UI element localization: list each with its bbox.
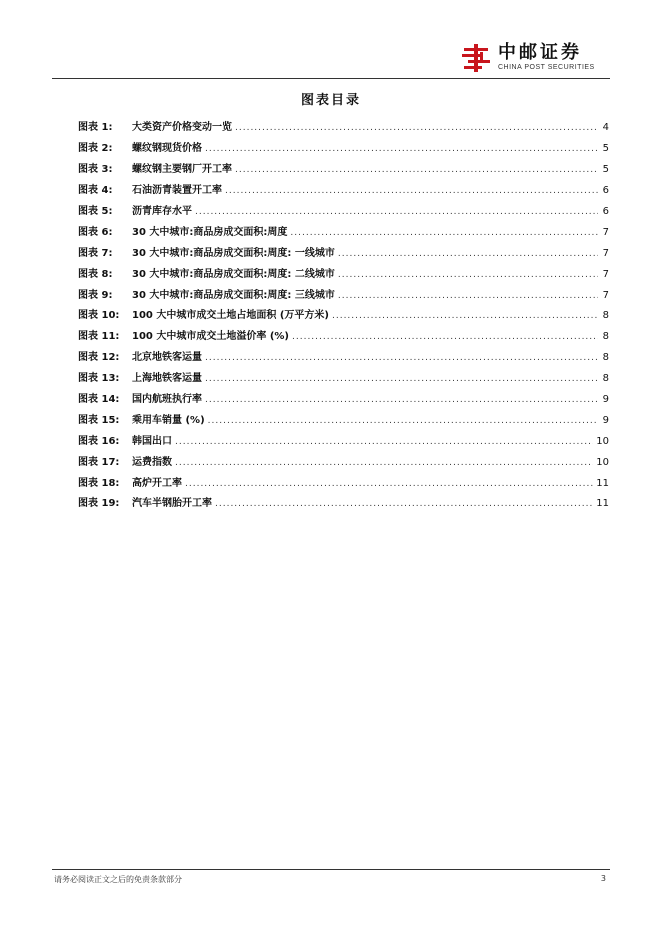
toc-leader-dots (235, 164, 598, 176)
toc-entry-page: 8 (602, 310, 609, 322)
toc-entry-page: 7 (602, 247, 609, 259)
footer-page-number: 3 (600, 874, 606, 883)
toc-entry-page: 11 (596, 498, 609, 510)
toc-entry-label: 图表 8: (78, 268, 113, 280)
toc-entry-title: 北京地铁客运量 (132, 352, 202, 364)
toc-leader-dots (235, 122, 598, 134)
toc-leader-dots (175, 436, 593, 448)
toc-entry-label: 图表 15: (78, 414, 120, 426)
toc-entry-title: 沥青库存水平 (132, 206, 192, 217)
toc-entry-title: 大类资产价格变动一览 (132, 122, 232, 134)
toc-entry-title: 30 大中城市:商品房成交面积:周度 (132, 226, 288, 238)
toc-entry[interactable] (78, 452, 609, 473)
toc-entry[interactable] (78, 306, 609, 327)
company-logo (460, 40, 610, 76)
toc-entry-label: 图表 13: (78, 373, 120, 385)
toc-entry-label: 图表 3: (78, 164, 113, 176)
brand-name-cn: 中邮证券 (498, 42, 582, 63)
toc-entry-title: 石油沥青装置开工率 (132, 185, 222, 197)
toc-entry[interactable] (78, 139, 609, 160)
header-divider (52, 78, 610, 79)
toc-entry[interactable] (78, 202, 609, 223)
toc-entry-label: 图表 5: (78, 206, 113, 217)
toc-leader-dots (338, 290, 598, 302)
toc-entry-page: 9 (602, 394, 609, 406)
toc-entry[interactable] (78, 264, 609, 285)
toc-leader-dots (205, 143, 598, 155)
toc-leader-dots (338, 269, 598, 281)
toc-entry-page: 8 (602, 373, 609, 385)
toc-entry-page: 6 (602, 206, 609, 217)
toc-entry-label: 图表 17: (78, 456, 120, 468)
toc-entry[interactable] (78, 410, 609, 431)
toc-entry-page: 7 (602, 226, 609, 238)
toc-leader-dots (290, 227, 598, 239)
toc-leader-dots (195, 206, 598, 218)
page-title: 图表目录 (300, 93, 361, 108)
toc-entry-title: 乘用车销量 (%) (132, 414, 205, 426)
table-of-figures (78, 118, 609, 515)
toc-leader-dots (332, 310, 598, 322)
toc-entry-label: 图表 4: (78, 185, 113, 197)
toc-entry-label: 图表 2: (78, 143, 113, 155)
toc-entry[interactable] (78, 390, 609, 411)
toc-entry[interactable] (78, 473, 609, 494)
toc-entry[interactable] (78, 222, 609, 243)
toc-entry-page: 7 (602, 289, 609, 301)
toc-entry[interactable] (78, 494, 609, 515)
toc-entry[interactable] (78, 160, 609, 181)
toc-leader-dots (208, 415, 598, 427)
toc-entry-page: 5 (602, 164, 609, 176)
toc-entry-label: 图表 9: (78, 289, 113, 301)
brand-name-en: CHINA POST SECURITIES (498, 64, 595, 71)
toc-leader-dots (205, 352, 598, 364)
toc-leader-dots (175, 457, 593, 469)
toc-entry-title: 高炉开工率 (132, 477, 182, 489)
toc-entry-label: 图表 11: (78, 331, 120, 343)
toc-leader-dots (205, 394, 598, 406)
toc-leader-dots (185, 478, 593, 490)
toc-entry-page: 7 (602, 268, 609, 280)
china-post-logo-icon (460, 42, 492, 74)
toc-entry-page: 11 (596, 477, 609, 489)
toc-leader-dots (225, 185, 598, 197)
toc-entry-page: 5 (602, 143, 609, 155)
toc-entry-label: 图表 14: (78, 394, 120, 406)
toc-leader-dots (215, 498, 593, 510)
toc-entry-title: 30 大中城市:商品房成交面积:周度: 二线城市 (132, 268, 335, 280)
toc-entry-title: 螺纹钢主要钢厂开工率 (132, 164, 232, 176)
toc-entry-title: 100 大中城市成交土地溢价率 (%) (132, 331, 289, 343)
toc-entry-title: 上海地铁客运量 (132, 373, 202, 385)
toc-entry-title: 运费指数 (132, 456, 172, 468)
toc-entry-title: 汽车半钢胎开工率 (132, 498, 212, 510)
toc-entry-page: 8 (602, 331, 609, 343)
toc-entry-page: 6 (602, 185, 609, 197)
toc-leader-dots (292, 331, 598, 343)
toc-entry[interactable] (78, 285, 609, 306)
toc-entry-label: 图表 19: (78, 498, 120, 510)
toc-leader-dots (338, 248, 598, 260)
toc-entry-title: 30 大中城市:商品房成交面积:周度: 一线城市 (132, 247, 335, 259)
toc-entry-page: 8 (602, 352, 609, 364)
footer-disclaimer: 请务必阅读正文之后的免责条款部分 (54, 875, 182, 884)
footer-divider (52, 869, 610, 870)
toc-entry-label: 图表 10: (78, 310, 120, 322)
toc-entry-page: 10 (596, 456, 609, 468)
toc-entry-page: 9 (602, 414, 609, 426)
toc-entry-label: 图表 16: (78, 435, 120, 447)
toc-entry-label: 图表 18: (78, 477, 120, 489)
toc-leader-dots (205, 373, 598, 385)
toc-entry-title: 螺纹钢现货价格 (132, 143, 202, 155)
toc-entry-title: 30 大中城市:商品房成交面积:周度: 三线城市 (132, 289, 335, 301)
toc-entry[interactable] (78, 243, 609, 264)
toc-entry[interactable] (78, 181, 609, 202)
toc-entry[interactable] (78, 118, 609, 139)
toc-entry-title: 国内航班执行率 (132, 394, 202, 406)
toc-entry[interactable] (78, 348, 609, 369)
toc-entry[interactable] (78, 431, 609, 452)
toc-entry-label: 图表 6: (78, 226, 113, 238)
toc-entry-label: 图表 1: (78, 122, 113, 134)
toc-entry-title: 100 大中城市成交土地占地面积 (万平方米) (132, 310, 329, 322)
toc-entry-page: 4 (602, 122, 609, 134)
toc-entry[interactable] (78, 327, 609, 348)
toc-entry-page: 10 (596, 435, 609, 447)
toc-entry-label: 图表 7: (78, 247, 113, 259)
toc-entry[interactable] (78, 369, 609, 390)
toc-entry-label: 图表 12: (78, 352, 120, 364)
toc-entry-title: 韩国出口 (132, 435, 172, 447)
